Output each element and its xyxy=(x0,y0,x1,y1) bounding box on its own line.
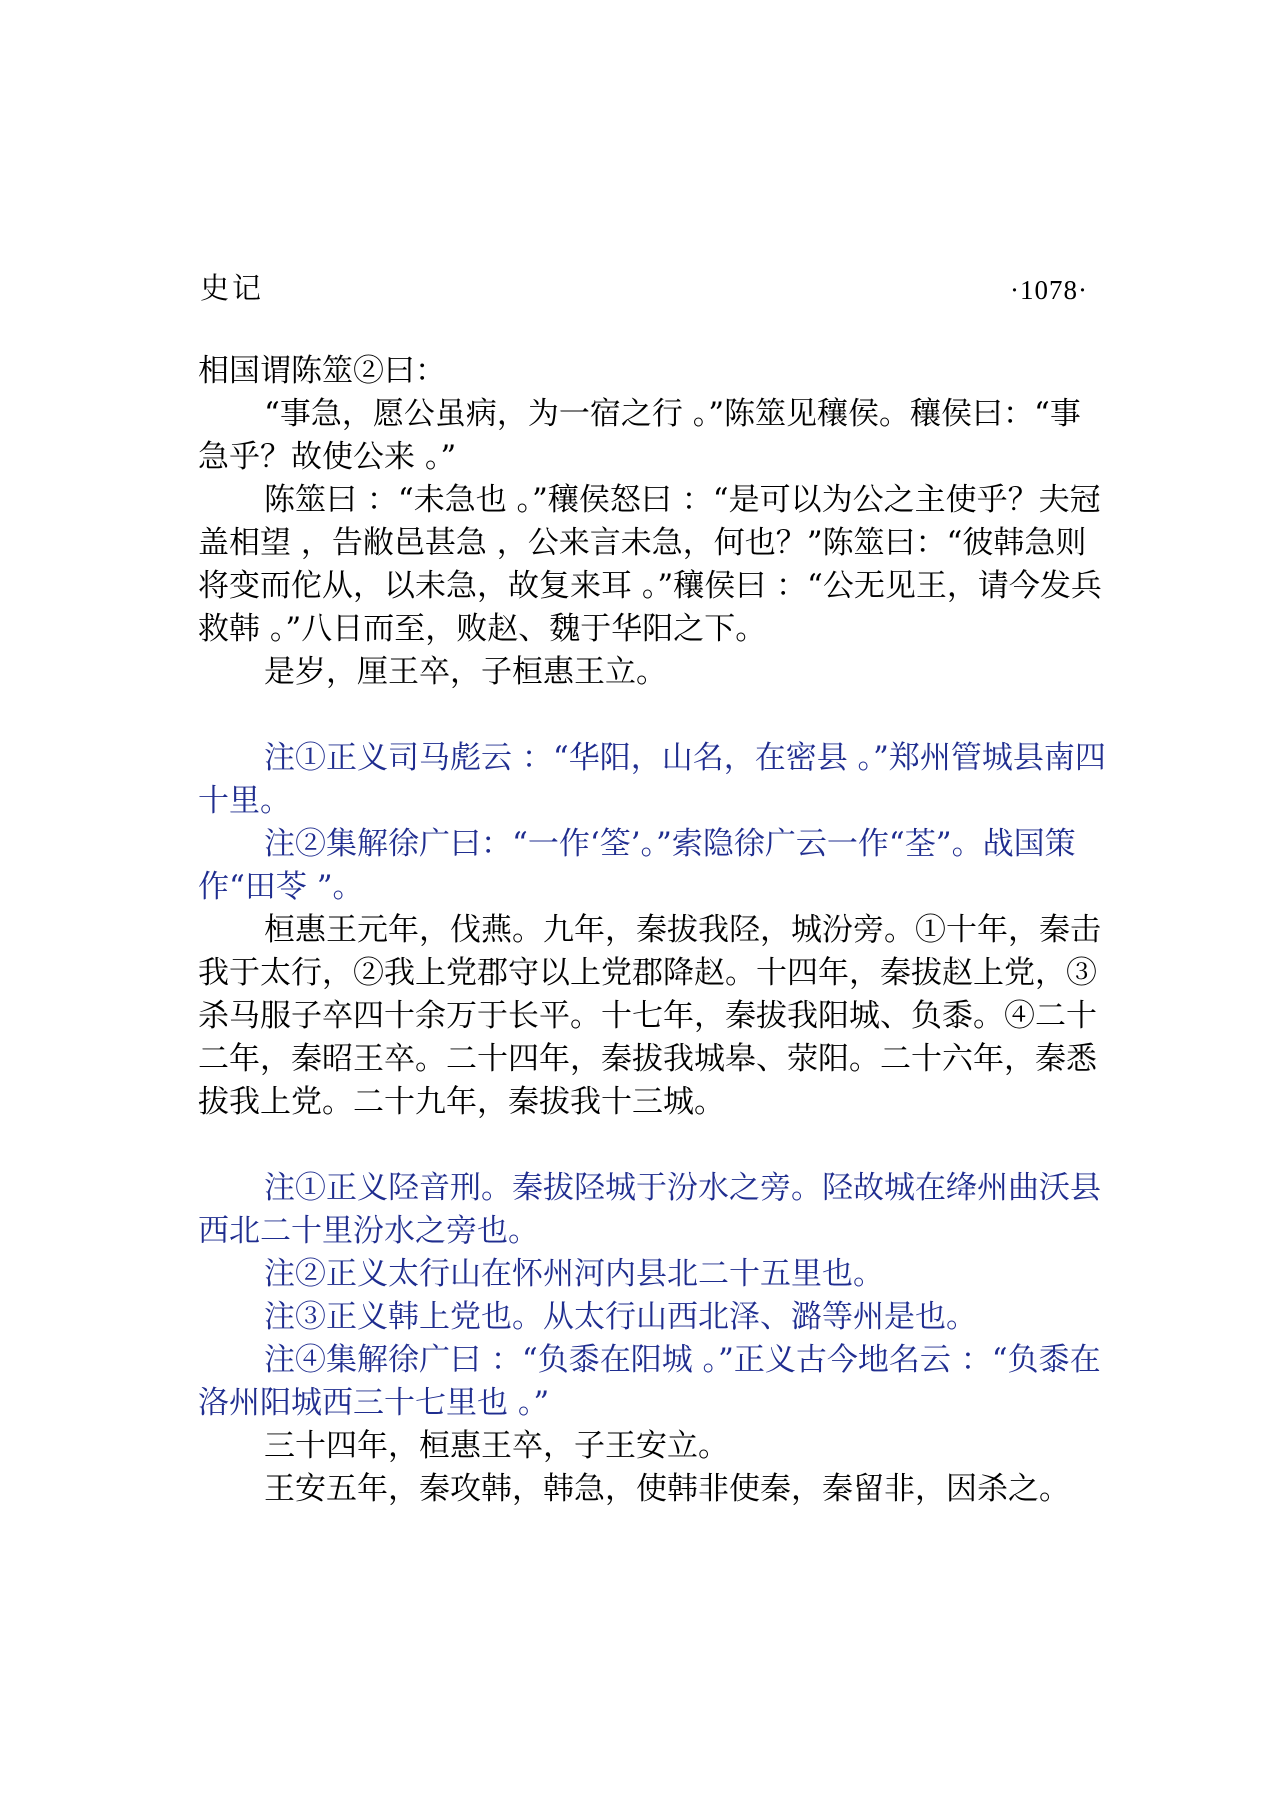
annotation-note: 注②正义太行山在怀州河内县北二十五里也。 xyxy=(264,1256,884,1292)
paragraph: 相国谓陈筮②曰： xyxy=(198,353,446,389)
annotation-note: 注①正义司马彪云 ：“华阳，山名，在密县 。”郑州管城县南四十里。 xyxy=(198,740,1106,819)
paragraph: 王安五年，秦攻韩，韩急，使韩非使秦，秦留非，因杀之。 xyxy=(264,1471,1070,1507)
spacer xyxy=(198,694,1110,737)
running-title: 史记 xyxy=(200,271,265,305)
paragraph: 桓惠王元年，伐燕。九年，秦拔我陉，城汾旁。①十年，秦击我于太行，②我上党郡守以上党郡降赵。十四年，秦拔赵上党，③杀马服子卒四十余万于长平。十七年，秦拔我阳城、负黍。④二十二年，秦昭王卒。二十四年，秦拔我城皋、荥阳。二十六年，秦悉拔我上党。二十九年，秦拔我十三城。 xyxy=(198,912,1101,1120)
paragraph: “事急，愿公虽病，为一宿之行 。”陈筮见穰侯。穰侯曰：“事急乎？故使公来 。” xyxy=(198,396,1081,475)
spacer xyxy=(198,1124,1110,1167)
page-number: ·1078· xyxy=(1010,275,1088,305)
annotation-note: 注④集解徐广曰 ：“负黍在阳城 。”正义古今地名云 ：“负黍在洛州阳城西三十七里也 。” xyxy=(198,1342,1101,1421)
paragraph: 是岁，厘王卒，子桓惠王立。 xyxy=(264,654,667,690)
annotation-note: 注③正义韩上党也。从太行山西北泽、潞等州是也。 xyxy=(264,1299,977,1335)
annotation-note: 注①正义陉音刑。秦拔陉城于汾水之旁。陉故城在绛州曲沃县西北二十里汾水之旁也。 xyxy=(198,1170,1101,1249)
paragraph: 陈筮曰 ：“未急也 。”穰侯怒曰 ：“是可以为公之主使乎？夫冠盖相望 ，告敝邑甚急 ，公来言未急，何也？”陈筮曰：“彼韩急则将变而佗从，以未急，故复来耳 。”穰侯曰 ：“公无见王，请今发兵救韩 。”八日而至，败赵、魏于华阳之下。 xyxy=(198,482,1102,647)
paragraph: 三十四年，桓惠王卒，子王安立。 xyxy=(264,1428,729,1464)
annotation-note: 注②集解徐广曰：“一作‘筌’。”索隐徐广云一作“荃”。战国策作“田苓 ”。 xyxy=(198,826,1076,905)
main-text xyxy=(198,350,1110,1511)
